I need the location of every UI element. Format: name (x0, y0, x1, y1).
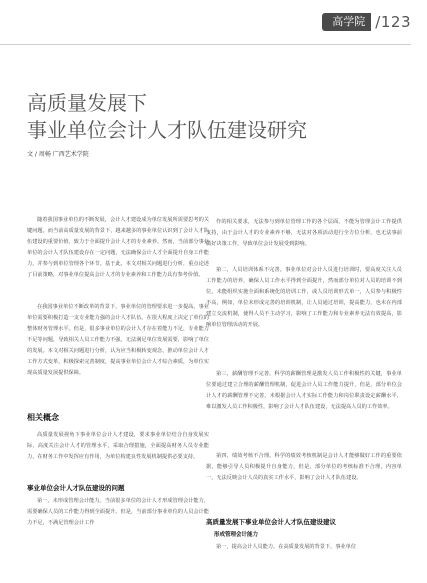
title-line-2: 事业单位会计人才队伍建设研究 (27, 118, 307, 142)
right-p2-text: 第二，人员培训体系不完善。事业单位对会计人员进行培训时，要高度关注人员工作能力的培养，确保人员工作水平得到全面提升，然而部分单位对人员的培训不到位，未能组织实施全面和系统化的培训工作，或人员培训形式单一，人员参与积极性不高，例如，单位未形成完善的培训机制，让人员通过培训，提高能力，也未在内部建立交流机制，使得人员不主动学习，影响了工作能力和专业素养无法有效提高，影响单位管理活动的开展。 (206, 267, 402, 328)
right-paragraph-4 (206, 451, 402, 507)
right-paragraph-3 (206, 369, 402, 447)
page-header (322, 13, 411, 30)
intro-paragraph-1 (27, 215, 209, 293)
right-column (206, 217, 402, 554)
right-paragraph-1 (206, 217, 402, 261)
intro-2-text: 在我国事业单位不断改革的背景下，事业单位的管理要求进一步提高。事业单位需要积极打造一支专业能力强的会计人才队伍。在很大程度上决定了单位的整体财务管理水平。但是，很多事业单位的会计人才存在着能力不足，专业能力不足等问题，导致相关人员工作能力不强，无法满足单位发展需要，影响了单位的发展。本文对相关问题进行分析，认为应当积极转变观念，推动单位会计人才工作方式变革，积极探索完善制度，提高事业单位会计人才综合素质，为单位实现高质量发展提供保障。 (27, 304, 209, 376)
article-title (27, 90, 367, 144)
title-line-1: 高质量发展下 (27, 91, 147, 115)
subheading-management: 形成管理会计能力 (214, 532, 259, 538)
right-p4-text: 第四，绩效考核不合理。科学的绩效考核机制是会计人才能够做好工作的重要依据，能够引导人员积极提升自身能力，但是，部分单位的考核标准不合理，内容单一，无法反映会计人员的真实工作水平，影响了会计人才队伍建设。 (206, 453, 402, 481)
page-number: /123 (375, 12, 411, 31)
right-p1-text: 作的相关要求，无法参与到单位管理工作的各个层面，不能为管理会计工作提供支持，由于会计人才的专业素养不够，无法对各项活动进行全方位分析，也无法事前做好决策工作，导致单位会计发展受到影响。 (206, 219, 402, 247)
author-line: 文 / 周畅 广西艺术学院 (27, 151, 89, 158)
problems-paragraph (27, 496, 209, 530)
concept-text: 高质量发展视角下事业单位会计人才建设，要求事业单位结合自身发展实际，高度关注会计人才的管理水平，采取合理措施，全面提高财务人员专业能力，在财务工作中发挥应有作用，为单位构建良性发展机制提供必要支持。 (27, 432, 209, 460)
right-paragraph-2 (206, 265, 402, 365)
concept-paragraph (27, 430, 209, 474)
section-label: 高学院 (322, 13, 371, 31)
suggestion-paragraph (206, 542, 402, 554)
header-rule (0, 44, 411, 45)
left-column (27, 215, 209, 530)
intro-1-text: 随着我国事业单位的不断发展，会计人才建设成为单位发展所需要思考的关键问题。而当前高质量发展的背景下，越来越多的事业单位认识到了会计人才队伍建设的重要价值，致力于全面提升会计人才的专业素养。然而，当前部分事业单位的会计人才队伍建设存在一定问题，无法确保会计人才全面提升自身工作能力，并参与到单位管理各个环节。基于此，本文对相关问题进行分析，重点论述了目前策略，对事业单位提高会计人才的专业素养和工作能力具有参考价值。 (27, 217, 209, 278)
heading-suggestions: 高质量发展下事业单位会计人才队伍建设建议 (206, 518, 336, 526)
heading-concepts: 相关概念 (27, 413, 59, 422)
right-p3-text: 第三，薪酬管理不完善。科学的薪酬管理是激发人员工作积极性的关键，事业单位要通过建立合理的薪酬管理机制，促进会计人员工作能力提升，但是，部分单位会计人才的薪酬管理不完善，未根据会计人才实际工作能力和岗位职责设定薪酬水平，难以激发人员工作积极性，影响了会计人才队伍建设，无法提高人员的工作效率。 (206, 371, 402, 410)
suggestion-text: 第一，提高会计人员能力。在高质量发展的背景下，事业单位 (216, 544, 357, 550)
intro-paragraph-2 (27, 302, 209, 402)
page-number-value: 123 (380, 12, 411, 31)
heading-problems: 事业单位会计人才队伍建设的问题 (27, 484, 125, 492)
problems-text: 第一，未形成管理会计能力。当前很多单位的会计人才形成管理会计能力，需要确保人员的工作能力得到全面提升。但是，当前部分事业单位的人员会计能力不足，不满足管理会计工作 (27, 498, 209, 526)
